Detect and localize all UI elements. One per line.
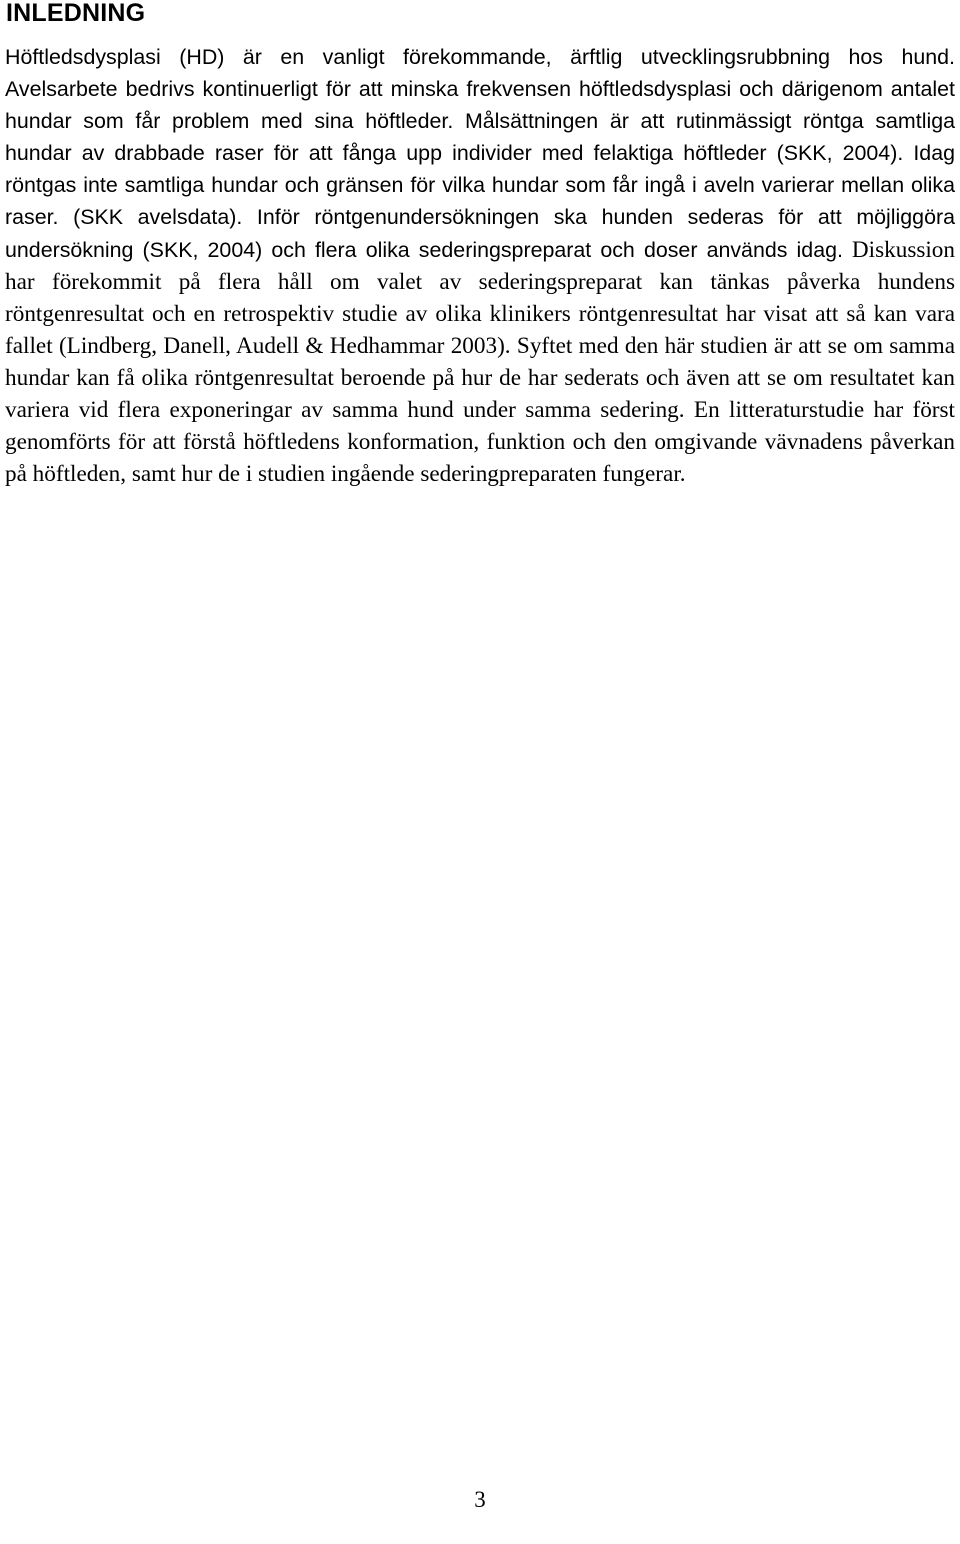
page-number: 3 (474, 1487, 486, 1512)
paragraph-segment-1: Höftledsdysplasi (HD) är en vanligt förekommande, ärftlig utvecklingsrubbning hos hund. Avelsarbete bedrivs kontinuerligt för att minska frekvensen höftledsdysplasi och därigenom antalet hundar som får problem med sina höftleder. Målsättningen är att rutinmässigt röntga samtliga hundar av drabbade raser för att fånga upp individer med felaktiga höftleder (SKK, 2004). (5, 45, 955, 166)
section-heading: INLEDNING (6, 0, 146, 27)
body-paragraph (5, 41, 955, 490)
paragraph-segment-2: Idag röntgas inte samtliga hundar och gränsen för vilka hundar som får ingå i aveln varierar mellan olika raser. (SKK avelsdata). Inför röntgenundersökningen ska hunden sederas för att möjliggöra undersökning (SKK, 2004) och flera olika sederingspreparat och doser används idag. (5, 141, 955, 262)
paragraph-segment-3: Diskussion har förekommit på flera håll om valet av sederingspreparat kan tänkas påverka hundens röntgenresultat och en retrospektiv studie av olika klinikers röntgenresultat har visat att så kan vara fallet (Lindberg, Danell, Audell & Hedhammar 2003). Syftet med den här studien är att se om samma hundar kan få olika röntgenresultat beroende på hur de har sederats och även att se om resultatet kan variera vid flera exponeringar av samma hund under samma sedering. En litteraturstudie har först genomförts för att förstå höftledens konformation, funktion och den omgivande vävnadens påverkan på höftleden, samt hur de i studien ingående sederingpreparaten fungerar. (5, 236, 955, 488)
